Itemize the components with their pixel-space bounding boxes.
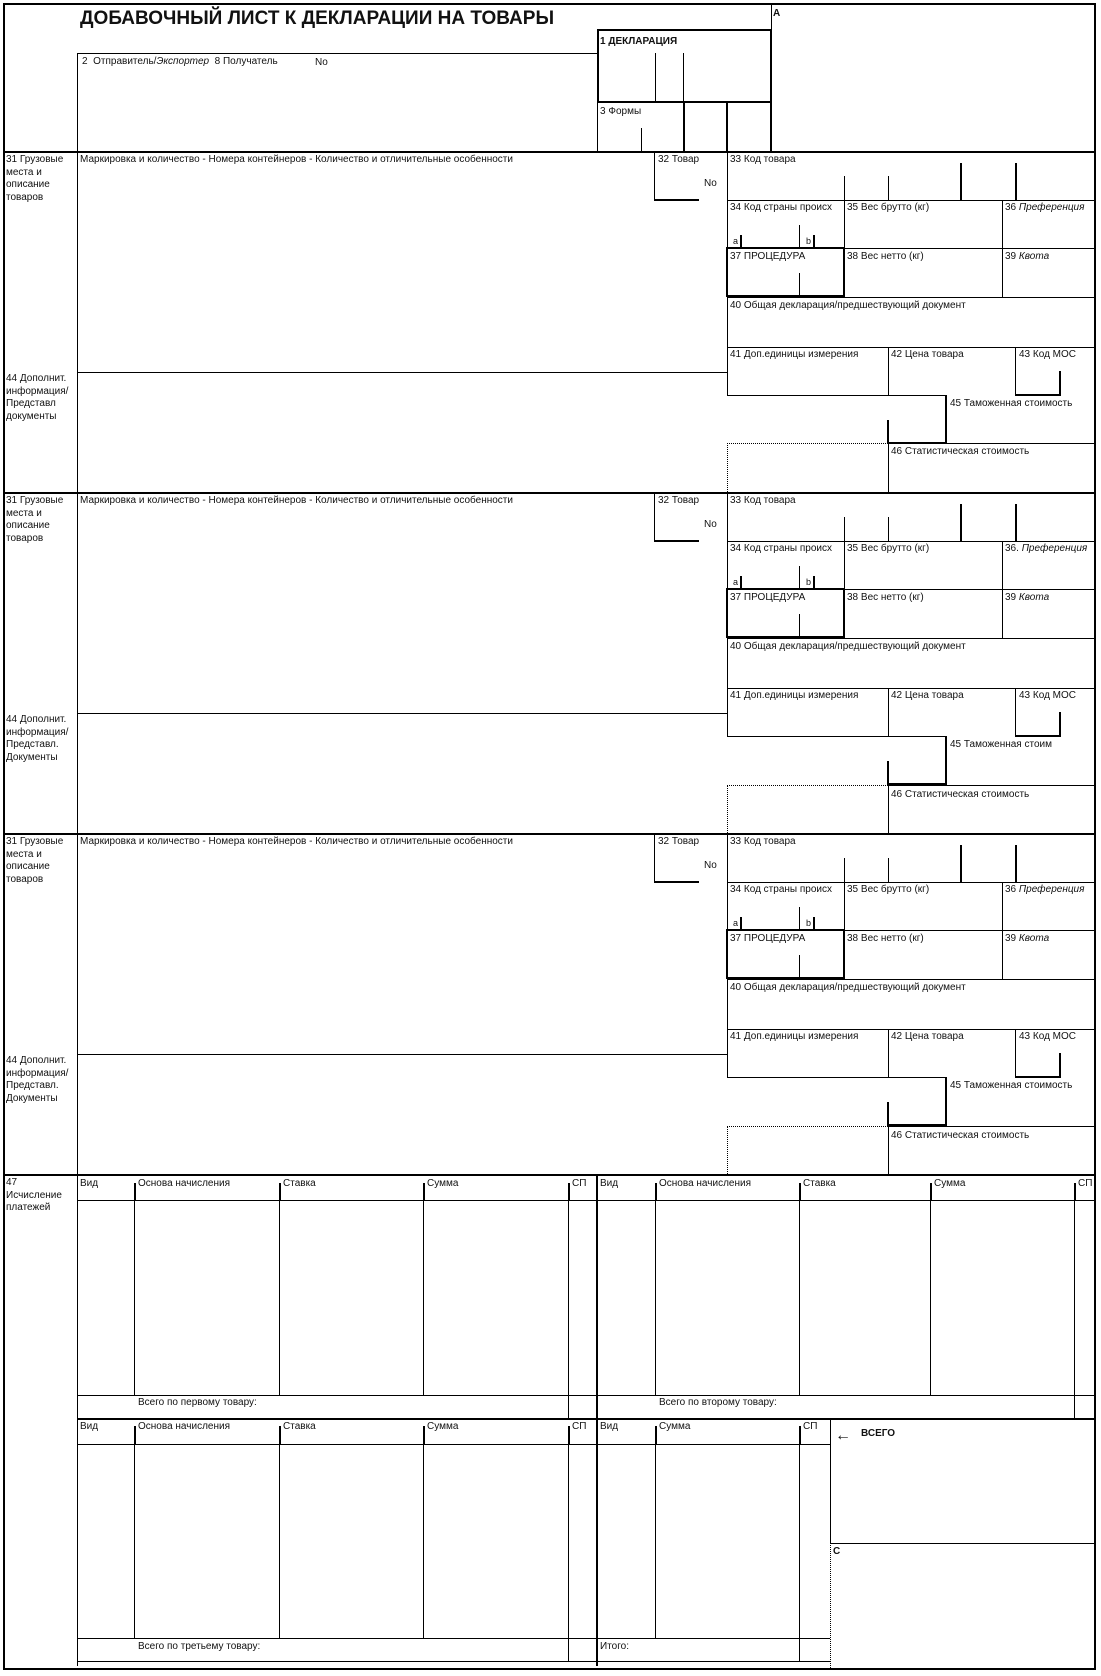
box-46-stat-value-label[interactable]: 46 Статистическая стоимость [891,1130,1030,1141]
col-divider [888,1029,889,1077]
box-35-gross-label[interactable]: 35 Вес брутто (кг) [847,202,930,213]
box-1-divider [655,53,656,101]
box-37-procedure-label: 37 ПРОЦЕДУРА [730,933,806,944]
col-line [1074,1200,1075,1419]
col-divider [888,688,889,736]
col-tick [655,1183,657,1200]
row-line [727,638,1096,639]
box-34-b-label: b [806,577,812,587]
table-header-line [77,1200,597,1201]
row-line [830,1543,1096,1544]
col-payment-method: СП [572,1178,587,1189]
box-36-preference-label[interactable]: 36 Преференция [1005,202,1085,213]
row-line [727,736,947,737]
table-header-line [77,1444,597,1445]
col-line [930,1200,931,1395]
col-tick [279,1426,281,1444]
row-line [77,1054,727,1055]
grand-total-label[interactable]: Итого: [600,1641,629,1652]
box-32-bottom [654,199,699,201]
code-tick [1015,163,1017,201]
box-32-left [654,153,655,201]
row-line [727,297,1096,298]
box-3-left-line [597,103,598,153]
box-42-price-label[interactable]: 42 Цена товара [891,1031,964,1042]
dotted-line [830,1543,831,1670]
procedure-divider [799,614,800,637]
box-43-mos-label[interactable]: 43 Код МОС [1019,690,1077,701]
mos-tick [1059,371,1061,396]
total-third-item[interactable]: Всего по третьему товару: [138,1641,261,1652]
col-amount: Сумма [427,1178,459,1189]
additional-info-label: 44 Дополнит. информация/ Представл. Документы [6,1055,69,1104]
table-bottom-line [597,1661,830,1662]
corner-a-label: A [773,8,781,19]
box-32-item-label[interactable]: 32 Товар [658,836,700,847]
col-line [134,1444,135,1638]
col-line [799,1200,800,1395]
col-type: Вид [80,1178,99,1189]
mos-tick [1059,1053,1061,1078]
left-column-line [77,494,78,834]
mos-bottom [1015,735,1060,737]
col-tick [568,1426,570,1444]
col-line [799,1444,800,1662]
row-line [727,200,1096,201]
total-first-item[interactable]: Всего по первому товару: [138,1397,257,1408]
box-37-procedure-label: 37 ПРОЦЕДУРА [730,592,806,603]
col-amount: Сумма [427,1421,459,1432]
col-payment-method: СП [572,1421,587,1432]
row-line [727,347,1096,348]
col-tick [1074,1183,1076,1200]
box-1-label: 1 ДЕКЛАРАЦИЯ [600,36,678,47]
col-tick [134,1426,136,1444]
table-bottom-line [77,1661,597,1662]
row-line [844,248,1096,249]
code-tick [960,504,962,542]
col-line [568,1444,569,1662]
block-separator [5,1174,1096,1176]
code-tick [1015,845,1017,883]
sender-no-label: No [315,57,328,68]
col-line [655,1444,656,1638]
box-33-code-label[interactable]: 33 Код товара [730,154,796,165]
mos-bottom [1015,394,1060,396]
col-rate: Ставка [803,1178,836,1189]
col-line [423,1444,424,1638]
mos-bottom [1015,1076,1060,1078]
vsego-label: ВСЕГО [861,1428,896,1439]
box-34-b-label: b [806,918,812,928]
box-45-tick [887,420,889,444]
corner-c-label: C [833,1546,841,1557]
b-tick [813,917,815,929]
total-second-item[interactable]: Всего по второму товару: [659,1397,777,1408]
row-line [888,443,1096,444]
col-amount: Сумма [659,1421,691,1432]
code-tick [1015,504,1017,542]
marks-field[interactable]: Маркировка и количество - Номера контейнеров - Количество и отличительные особенности [80,154,513,165]
table-header-line [597,1200,1096,1201]
col-type: Вид [80,1421,99,1432]
col-line [655,1200,656,1395]
col-amount: Сумма [934,1178,966,1189]
col-tick [930,1183,932,1200]
box-37-procedure-label: 37 ПРОЦЕДУРА [730,251,806,262]
box-36-preference-label[interactable]: 36. Преференция [1005,543,1088,554]
box-45-left [945,736,947,785]
box-32-left [654,494,655,542]
box-34-a-label: a [733,918,739,928]
box-36-preference-label[interactable]: 36 Преференция [1005,884,1085,895]
box-34-a-label: a [733,577,739,587]
table-header-line [597,1444,830,1445]
arrow-left-icon: ← [835,1427,851,1444]
block-separator [5,833,1096,835]
mos-tick [1059,712,1061,737]
col-divider [888,347,889,395]
box-41-units-label[interactable]: 41 Доп.единицы измерения [730,1031,859,1042]
col-type: Вид [600,1421,619,1432]
code-tick [888,517,889,542]
box-41-units-label[interactable]: 41 Доп.единицы измерения [730,349,859,360]
code-tick [960,163,962,201]
form-title: ДОБАВОЧНЫЙ ЛИСТ К ДЕКЛАРАЦИИ НА ТОВАРЫ [80,8,555,29]
box-38-net-label[interactable]: 38 Вес нетто (кг) [847,251,924,262]
row-line [77,713,727,714]
box-38-net-label[interactable]: 38 Вес нетто (кг) [847,933,924,944]
col-tick [568,1183,570,1200]
box-32-item-label[interactable]: 32 Товар [658,495,700,506]
ab-divider [799,907,800,929]
marks-field[interactable]: Маркировка и количество - Номера контейнеров - Количество и отличительные особенности [80,495,513,506]
col-divider [1015,347,1016,395]
procedure-divider [799,955,800,978]
box-34-origin-label[interactable]: 34 Код страны происх [730,202,832,213]
total-line [597,1395,1096,1396]
box-34-a-label: a [733,236,739,246]
row-line [727,979,1096,980]
box-32-no-label: No [704,178,717,189]
dotted-line [727,443,728,492]
col-divider [888,785,889,833]
total-box-left [830,1418,831,1543]
sender-left-line [77,53,78,153]
row-line [727,882,1096,883]
cargo-description-label: 31 Грузовые места и описание товаров [6,836,64,885]
box-45-left [945,395,947,444]
col-payment-method: СП [803,1421,818,1432]
dotted-line [727,785,728,833]
left-column-line [77,835,78,1175]
box-32-item-label[interactable]: 32 Товар [658,154,700,165]
col-divider [888,1126,889,1174]
row-line [888,785,1096,786]
col-line [568,1200,569,1419]
additional-info-label: 44 Дополнит. информация/ Представл документы [6,373,69,422]
box-40-prev-doc-label[interactable]: 40 Общая декларация/предшествующий документ [730,300,966,311]
left-column-line [77,153,78,493]
col-basis: Основа начисления [659,1178,751,1189]
block-separator [5,151,1096,153]
row-line [844,589,1096,590]
col-basis: Основа начисления [138,1421,230,1432]
box-45-customs-value-label[interactable]: 45 Таможенная стоим [950,739,1052,750]
box-3-divider [641,128,642,153]
corner-a-divider [771,5,772,30]
col-tick [655,1426,657,1444]
col-line [279,1200,280,1395]
box-45-tick [887,761,889,785]
box-43-mos-label[interactable]: 43 Код МОС [1019,349,1077,360]
sender-field-label[interactable]: 2 Отправитель/Экспортер 8 Получатель [82,56,278,67]
box-39-quota-label[interactable]: 39 Квота [1005,592,1050,603]
code-tick [844,858,845,883]
b-tick [813,576,815,588]
marks-field[interactable]: Маркировка и количество - Номера контейнеров - Количество и отличительные особенности [80,836,513,847]
box-32-bottom [654,540,699,542]
box-39-quota-label[interactable]: 39 Квота [1005,251,1050,262]
box-40-prev-doc-label[interactable]: 40 Общая декларация/предшествующий документ [730,982,966,993]
box-47-payments-label: 47 Исчисление платежей [6,1177,62,1213]
box-45-customs-value-label[interactable]: 45 Таможенная стоимость [950,398,1073,409]
row-line [727,541,1096,542]
payments-row-separator [77,1418,1096,1420]
total-line [77,1395,597,1396]
col-line [423,1200,424,1395]
box-42-price-label[interactable]: 42 Цена товара [891,690,964,701]
box-32-left [654,835,655,883]
row-line [727,688,1096,689]
col-tick [134,1183,136,1200]
box-46-stat-value-label[interactable]: 46 Статистическая стоимость [891,789,1030,800]
box-41-units-label[interactable]: 41 Доп.единицы измерения [730,690,859,701]
additional-info-label: 44 Дополнит. информация/ Представл. Документы [6,714,69,763]
box-43-mos-label[interactable]: 43 Код МОС [1019,1031,1077,1042]
box-46-stat-value-label[interactable]: 46 Статистическая стоимость [891,446,1030,457]
box-1-divider [683,53,684,101]
cargo-description-label: 31 Грузовые места и описание товаров [6,154,64,203]
box-35-gross-label[interactable]: 35 Вес брутто (кг) [847,884,930,895]
row-line [727,1077,947,1078]
col-payment-method: СП [1078,1178,1093,1189]
box-3-cell[interactable] [683,101,728,153]
col-divider [888,443,889,492]
box-42-price-label[interactable]: 42 Цена товара [891,349,964,360]
code-tick [888,176,889,201]
box-39-quota-label[interactable]: 39 Квота [1005,933,1050,944]
col-line [279,1444,280,1638]
box-34-b-label: b [806,236,812,246]
procedure-divider [799,273,800,296]
dotted-line [727,1126,888,1127]
col-divider [1015,1029,1016,1077]
col-basis: Основа начисления [138,1178,230,1189]
payment-divider [596,1176,598,1666]
dotted-line [727,1126,728,1174]
col-rate: Ставка [283,1178,316,1189]
box-3-cell[interactable] [726,101,772,153]
row-line [888,1126,1096,1127]
row-line [77,372,727,373]
col-tick [423,1183,425,1200]
total-line [597,1638,830,1639]
col-tick [799,1183,801,1200]
row-line [844,930,1096,931]
dotted-line [727,443,888,444]
box-45-tick [887,1102,889,1126]
box-32-no-label: No [704,519,717,530]
row-line [727,1029,1096,1030]
col-rate: Ставка [283,1421,316,1432]
a-tick [740,235,742,247]
ab-divider [799,225,800,247]
code-tick [960,845,962,883]
block-separator [5,492,1096,494]
left-column-line [77,1176,78,1666]
box-45-customs-value-label[interactable]: 45 Таможенная стоимость [950,1080,1073,1091]
sender-top-line [77,53,597,54]
cargo-description-label: 31 Грузовые места и описание товаров [6,495,64,544]
code-tick [844,517,845,542]
b-tick [813,235,815,247]
box-38-net-label[interactable]: 38 Вес нетто (кг) [847,592,924,603]
col-tick [799,1426,801,1444]
col-type: Вид [600,1178,619,1189]
col-tick [423,1426,425,1444]
box-32-bottom [654,881,699,883]
total-line [77,1638,597,1639]
box-40-prev-doc-label[interactable]: 40 Общая декларация/предшествующий документ [730,641,966,652]
box-34-origin-label[interactable]: 34 Код страны происх [730,884,832,895]
col-line [134,1200,135,1395]
box-32-no-label: No [704,860,717,871]
box-3-forms-label[interactable]: 3 Формы [600,106,642,117]
code-tick [888,858,889,883]
box-33-code-label[interactable]: 33 Код товара [730,836,796,847]
a-tick [740,917,742,929]
box-45-left [945,1077,947,1126]
col-divider [1015,688,1016,736]
box-35-gross-label[interactable]: 35 Вес брутто (кг) [847,543,930,554]
dotted-line [727,785,888,786]
box-34-origin-label[interactable]: 34 Код страны происх [730,543,832,554]
a-tick [740,576,742,588]
box-33-code-label[interactable]: 33 Код товара [730,495,796,506]
ab-divider [799,566,800,588]
row-line [727,395,947,396]
col-tick [279,1183,281,1200]
code-tick [844,176,845,201]
